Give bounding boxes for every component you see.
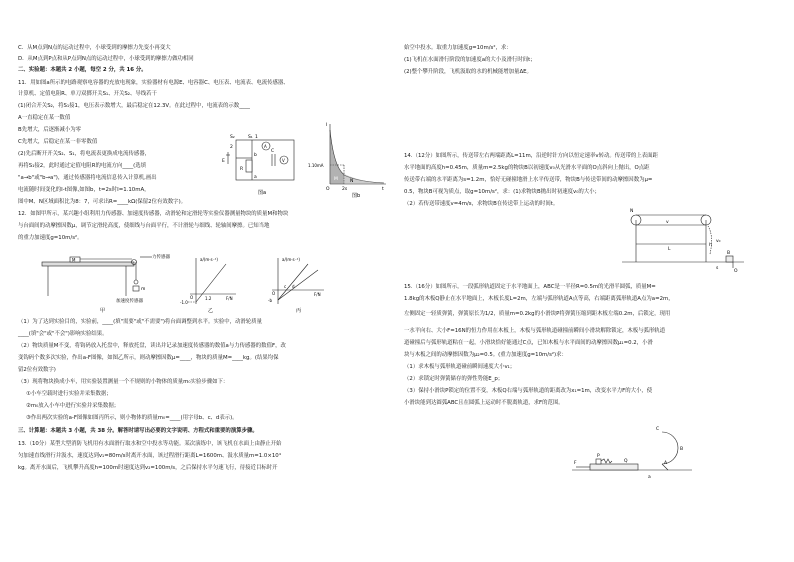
q15-part3-line-2: 小滑块能到达圆弧ABC且在圆弧上运动时不脱离轨道，求F的范围。 <box>404 400 564 406</box>
q13-line-1: 13.（10分）某型大型消防飞机用有水面滑行取水和空中投水等功能。某次演练中，该飞机在水面上由静止开始 <box>18 441 282 447</box>
figure-b-current-time <box>306 120 388 198</box>
fig-a-label-c: C <box>271 149 275 154</box>
fig-yi-label-f-axis: F/N <box>226 296 233 301</box>
fig-bing-label-c: c <box>284 284 287 289</box>
q11-part2-line-3: "a→b"或"b→a")，通过传感器将电流信息传入计算机,画出 <box>18 175 157 181</box>
q11-option-a: A一直稳定在某一数值 <box>18 115 71 121</box>
fig-b-label-n: N <box>350 179 354 184</box>
q12-part1-line-1: （1）为了达到实验目的，实验前，____(填"需要"或"不需要")将台面调整到水平。实验中，动滑轮质量 <box>18 319 262 325</box>
fig-b-label-2s: 2s <box>342 187 348 192</box>
fig-bing-label-origin: O <box>272 291 276 296</box>
fig-a-label-r: R <box>240 167 244 172</box>
q12-step-3: ③作出两次实验的a-F图像如图丙所示，则小物体的质量m₀=____(用字母b、c、d表示)。 <box>26 415 238 421</box>
fig-15-label-a: A <box>664 461 668 466</box>
q11-part2-line-1: (2)先后断开开关S₂、S₁，将电流表更换成电流传感器， <box>18 151 151 157</box>
q11-part2-line-5: 图中M、N区域面积比为8：7，可求出R=____kΩ(保留2位有效数字)。 <box>18 199 187 205</box>
fig-yi-caption: 乙 <box>208 308 214 314</box>
fig-bing-caption: 丙 <box>296 308 302 314</box>
q11-option-c: C先增大，后稳定在某一非零数值 <box>18 139 98 145</box>
figure-q14-conveyor <box>622 206 744 274</box>
fig-bing-label-a-axis: a/(m·s⁻²) <box>282 257 300 262</box>
fig-a-label-s1: S₁ <box>248 135 253 140</box>
fig-yi-label-a-axis: a/(m·s⁻²) <box>200 257 218 262</box>
q11-part2-line-2: 再将S₁接2，此时通过定值电阻R的电流方向____(选填 <box>18 163 147 169</box>
fig-b-label-m: M <box>334 177 338 182</box>
fig-jia-label-m-block: M <box>72 257 76 263</box>
fig-b-label-o: O <box>326 187 330 192</box>
fig-a-label-e: E <box>222 159 225 164</box>
figure-bing-graph <box>262 254 326 314</box>
fig-jia-caption: 甲 <box>100 308 106 314</box>
figure-yi-graph <box>178 254 238 314</box>
fig-bing-label-minus-b: -b <box>268 298 272 303</box>
fig-14-label-l: L <box>668 247 671 252</box>
fig-a-label-b: b <box>254 153 257 158</box>
fig-14-label-v0: v₀ <box>716 239 721 244</box>
q11-line-2: 计算机、定值电阻R、单刀双掷开关S₁、开关S₂、导线若干 <box>18 91 157 97</box>
fig-14-label-n: N <box>630 209 634 214</box>
fig-yi-label-origin: O <box>190 295 194 300</box>
q12-step-1: ①小车空载时进行实验并采集数据； <box>26 391 112 397</box>
fig-b-label-i: I <box>326 123 328 128</box>
fig-a-label-a: a <box>254 175 257 180</box>
fig-15-label-p: P <box>597 454 600 459</box>
fig-yi-label-intercept-f: 1.2 <box>205 296 212 301</box>
fig-15-label-b: B <box>680 447 684 452</box>
q11-line-1: 11．用如图a所示的电路观察电容器的充放电现象，实验器材有电源E、电容器C、电压表、电流表、电流传感器、 <box>18 80 289 86</box>
fig-jia-label-accel-sensor: 加速度传感器 <box>116 299 143 304</box>
fig-a-label-1: 1 <box>255 135 258 140</box>
figure-jia-apparatus <box>40 252 170 314</box>
fig-a-caption: 图a <box>258 190 267 196</box>
fig-14-label-h: h <box>709 243 712 248</box>
q12-line-3: 的重力加速度g=10m/s²。 <box>18 235 83 241</box>
q13-line-3: kg。离开水面后，飞机攀升高度h=100m时速度达到v₂=100m/s，之后保持水平匀速飞行，待接近目标时开 <box>18 465 278 471</box>
fig-a-label-2: 2 <box>230 145 233 150</box>
q13-part2: (2)整个攀升阶段，飞机汲取的水的机械能增加量ΔE。 <box>404 69 532 75</box>
q12-line-2: 与台面间的动摩擦因数μ，调节定滑轮高度，使细线与台面平行，不计滑轮与细线、轮轴间摩擦。已知当地 <box>18 223 270 229</box>
fig-b-caption: 图b <box>352 193 361 198</box>
fig-15-label-c: C <box>656 427 660 432</box>
fig-14-label-o: O <box>734 269 738 274</box>
q11-line-3: (1)闭合开关S₂，将S₁接1，电压表示数增大，最后稳定在12.3V。在此过程中，电流表的示数____ <box>18 103 250 109</box>
section-3-heading: 三、计算题：本题共 3 小题，共 38 分。解答时请写出必要的文字说明、方程式和重要的演算步骤。 <box>18 428 258 434</box>
fig-b-label-t: t <box>382 187 384 192</box>
option-d: D．从M点到P点和从P点到N点的运动过程中，小球受到的摩擦力做功相同 <box>18 56 194 62</box>
fig-14-label-v: v <box>666 220 669 225</box>
q15-line-1: 15.（16分）如图所示，一段弧形轨道固定于水平地面上，ABC是一半径R=0.5m的光滑半圆弧，质量M= <box>404 284 656 290</box>
fig-bing-label-d: d <box>292 284 295 289</box>
fig-14-label-s: s <box>716 266 719 271</box>
q12-part2-line-2: 变钩码个数多次实验，作出a-F图像，如图乙所示，则动摩擦因数μ=____，物块的质量M=____kg。(结果均保 <box>18 355 279 361</box>
q12-part2-line-3: 留2位有效数字) <box>18 367 56 373</box>
q15-part3-line-1: （3）保持小滑块P锁定的位置不变，木板Q右端与弧形轨道的距离改为x₁=1m，改变水平力F的大小，使 <box>404 388 653 394</box>
q15-line-3: 左侧固定一轻质弹簧，弹簧原长为1/2，质量m=0.2kg的小滑块P将弹簧压缩到距木板左端0.2m，后锁定，现用 <box>404 311 671 317</box>
q12-part2-line-1: （2）物块质量M不变，将钩码放入托盘中，释放托盘，读出并记录加速度传感器的数值a与力传感器的数值F，改 <box>18 343 286 349</box>
q13-part1: (1)飞机在水面滑行阶段的加速度a的大小及滑行时间t； <box>404 57 536 63</box>
q15-line-6: 块与木板之间的动摩擦因数为μ₂=0.5。(重力加速度g=10m/s²)求： <box>404 352 567 358</box>
q15-line-5: 道碰撞后与弧形轨道粘在一起，小滑块恰好能通过C点，已知木板与水平面间的动摩擦因数μ₁=0.2，小滑 <box>404 340 653 346</box>
q12-step-2: ②m₀放入小车中进行实验并采集数据； <box>26 403 120 409</box>
fig-15-label-q: Q <box>624 459 628 464</box>
fig-a-label-s2: S₂ <box>230 135 235 140</box>
fig-jia-label-m-mass: m <box>141 287 146 292</box>
q13-line-2: 匀加速直线滑行并汲水，速度达到v₁=80m/s时离开水面，该过程滑行距离L=1600m、汲水质量m=1.0×10⁴ <box>18 453 281 459</box>
fig-yi-label-intercept-a: -1.0 <box>180 300 188 305</box>
fig-b-label-current: 1.10mA <box>308 163 324 168</box>
q15-line-2: 1.8kg的木板Q静止在水平地面上，木板长度L=2m，左端与弧形轨道A点等高，右端距离弧形轨道A点为a=2m， <box>404 296 674 302</box>
q15-line-4: 一水平向右、大小F=16N的恒力作用在木板上，木板与弧形轨道碰撞前瞬间小滑块解除锁定，木板与弧形轨道 <box>404 328 666 334</box>
q14-line-1: 14.（12分）如图所示，传送带左右两端距离L=11m，沿逆时针方向以恒定速率v转动。传送带的上表面距 <box>404 153 658 159</box>
q11-part2-line-4: 电流随时间变化的I-t图像,如图b，t=2s时I=1.10mA， <box>18 187 150 193</box>
fig-14-label-b: B <box>727 251 731 256</box>
section-2-heading: 二、实验题：本题共 2 小题，每空 2 分，共 16 分。 <box>18 67 147 73</box>
q12-part3-line-1: （3）现将物块换成小车，用实验装置测量一个不规则的小物体的质量m₀实验步骤如下： <box>18 379 229 385</box>
q13-line-4: 始空中投水。取重力加速度g=10m/s²，求： <box>404 45 512 51</box>
fig-bing-label-f-axis: F/N <box>314 292 321 297</box>
q14-line-2: 水平地面的高度h=0.45m，质量m=2.5kg的物块B以初速度v₀从光滑水平面的O点斜向上抛出，O点距 <box>404 165 650 171</box>
q11-option-b: B先增大，后逐渐减小为零 <box>18 127 81 133</box>
q12-line-1: 12．如图甲所示，某兴趣小组利用力传感器、加速度传感器，动滑轮和定滑轮等实验仪器测量物块的质量M和物块 <box>18 211 289 217</box>
option-c: C．从M点到N点的运动过程中，小球受到的摩擦力先变小再变大 <box>18 45 171 51</box>
q12-part1-line-2: ____(填"会"或"不会")影响实验结果。 <box>18 331 108 337</box>
figure-q15-board-arc <box>572 420 692 482</box>
q15-part1: （1）求木板与弧形轨道碰前瞬间速度大小v₁； <box>404 364 516 370</box>
fig-a-label-voltmeter: V <box>282 158 285 163</box>
q14-line-3: 传送带右端的水平距离为s=1.2m，恰好无碰撞地滑上水平传送带，物块B与传送带间的动摩擦因数为μ= <box>404 177 653 183</box>
q14-line-4: 0.5，物块B可视为质点，取g=10m/s²，求：(1)求物块B抛出时初速度v₀的大小； <box>404 189 600 195</box>
fig-15-label-f: F <box>574 461 577 466</box>
figure-a-circuit <box>222 130 302 198</box>
fig-jia-label-force-sensor: 力传感器 <box>152 255 170 260</box>
fig-a-label-ammeter: A <box>264 144 267 149</box>
fig-15-label-a-distance: a <box>648 475 651 480</box>
q15-part2: （2）求锁定时弹簧储存的弹性势能E_p； <box>404 376 504 382</box>
q14-line-5: （2）若传送带速度v=4m/s，求物块B在传送带上运动的时间t。 <box>404 201 559 207</box>
